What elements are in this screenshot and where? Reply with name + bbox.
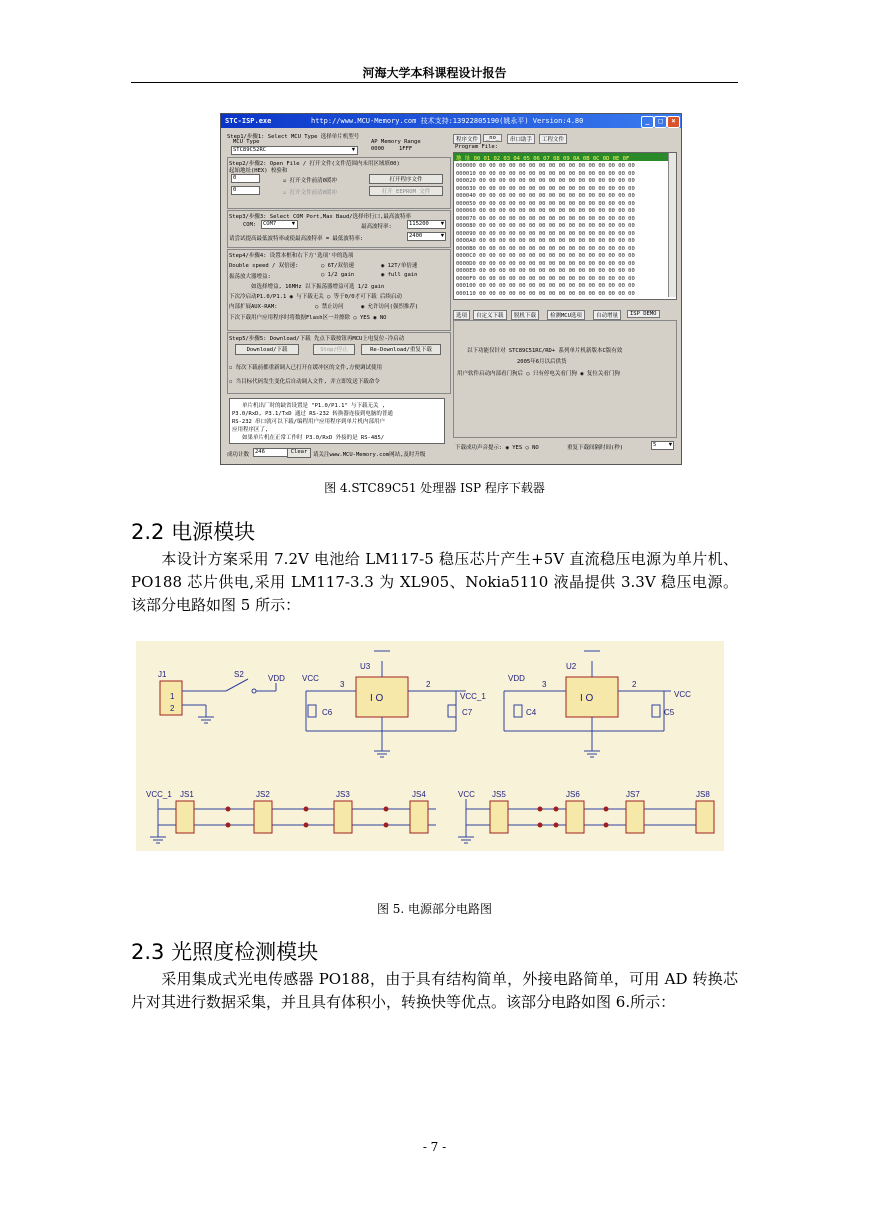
label-vcc-bottom: VCC (458, 790, 475, 799)
hex-row: 000090 00 00 00 00 00 00 00 00 00 00 00 00 00 00 00 00 (456, 230, 635, 237)
count-label: 成功计数 (227, 452, 250, 458)
label-vcc1-bottom: VCC_1 (146, 790, 172, 799)
hex-row: 000100 00 00 00 00 00 00 00 00 00 00 00 00 00 00 00 00 (456, 283, 635, 289)
osc-gain-label: 振荡放大器增益: (229, 274, 271, 280)
aux-ram-label: 内部扩展AUX-RAM: (229, 304, 278, 310)
label-u2-io: I O (580, 693, 594, 704)
tab-auto-increment[interactable]: 自动增量 (593, 310, 621, 320)
label-j1: J1 (158, 670, 167, 679)
section-2-3-paragraph (131, 968, 738, 1014)
open-file-checkbox[interactable]: ☑ 打开文件前清0缓冲 (283, 178, 337, 184)
open-file-button[interactable]: 打开程序文件 (369, 174, 443, 184)
hex-scrollbar[interactable] (668, 153, 676, 297)
hex-row: 0000A0 00 00 00 00 00 00 00 00 00 00 00 00 00 00 00 00 (456, 238, 635, 244)
tab-serial-helper[interactable]: 串口助手 (507, 134, 535, 144)
log-area[interactable] (229, 398, 445, 444)
min-baud-select[interactable] (407, 232, 446, 241)
label-u3-pin3: 3 (340, 680, 345, 689)
maximize-icon[interactable]: □ (654, 116, 667, 128)
label-js5: JS5 (492, 790, 506, 799)
hex-row: 000080 00 00 00 00 00 00 00 00 00 00 00 00 00 00 00 00 (456, 223, 635, 229)
start-addr-label: 起始地址(HEX) 校验和 (229, 168, 288, 174)
step4-label: Step4/步骤4: 设置本框和右下方'选项'中的选项 (229, 253, 354, 259)
label-vcc: VCC (302, 674, 319, 683)
sound-label[interactable]: 下载成功声音提示: ◉ YES ○ NO (455, 445, 539, 451)
max-baud-label: 最高波特率: (361, 224, 392, 230)
double-speed-label: Double speed / 双倍速: (229, 263, 299, 269)
program-file-label: Program File: (455, 144, 499, 150)
log-line: P3.0/RxD, P3.1/TxD 通过 RS-232 转换器连接到电脑的普通 (232, 411, 393, 417)
clear-button[interactable]: Clear (287, 448, 311, 458)
chevron-down-icon: ▼ (440, 233, 444, 239)
options-panel (453, 320, 677, 438)
chevron-down-icon: ▼ (668, 442, 672, 448)
circuit-svg (136, 641, 724, 851)
page-header: 河海大学本科课程设计报告 (362, 66, 507, 80)
p1-note: 下次冷启动P1.0/P1.1 ◉ 与下载无关 ○ 等于0/0才可下载 后续启动 (229, 294, 402, 300)
section-2-2-text: 本设计方案采用 7.2V 电池给 LM117-5 稳压芯片产生+5V 直流稳压电源为单片机、PO188 芯片供电,采用 LM117-3.3 为 XL905、Nokia5110 液晶提供 3.3V 稳压电源。该部分电路如图 5 所示： (131, 550, 738, 614)
hex-header-text: 地 址 00 01 02 03 04 05 06 07 08 09 0A 0B 0C 0D 0E 0F (456, 156, 630, 162)
hex-row: 0000D0 00 00 00 00 00 00 00 00 00 00 00 00 00 00 00 00 (456, 260, 635, 267)
isp-title: STC-ISP.exe (225, 117, 272, 125)
label-u3-io: I O (370, 693, 384, 704)
mcu-type-select[interactable] (231, 146, 358, 155)
max-baud-value: 115200 (409, 221, 429, 227)
isp-titlebar (221, 114, 681, 128)
open-eeprom-checkbox[interactable]: ☑ 打开文件前清0缓冲 (283, 190, 337, 196)
range-to: 1FFF (399, 146, 413, 152)
hex-row: 000070 00 00 00 00 00 00 00 00 00 00 00 00 00 00 00 00 (456, 215, 635, 222)
step1-label: Step1/步骤1: Select MCU Type 选择单片机型号 (227, 134, 360, 140)
label-u2: U2 (566, 662, 577, 671)
radio-half-gain-label: 1/2 gain (327, 272, 355, 278)
hex-row: 000020 00 00 00 00 00 00 00 00 00 00 00 00 00 00 00 00 (456, 178, 635, 184)
radio-full-gain-label: full gain (387, 272, 418, 278)
open-eeprom-button[interactable]: 打开 EEPROM 文件 (369, 186, 443, 196)
radio-allow-label: 允许访问(强烈推荐) (367, 304, 419, 310)
label-js3: JS3 (336, 790, 350, 799)
tab-custom-download[interactable]: 自定义下载 (473, 310, 507, 320)
hex-row: 000110 00 00 00 00 00 00 00 00 00 00 00 00 00 00 00 00 (456, 290, 635, 297)
label-js4: JS4 (412, 790, 426, 799)
label-s2: S2 (234, 670, 244, 679)
section-2-2-title: 2.2 电源模块 (131, 520, 256, 544)
label-c6: C6 (322, 708, 333, 717)
close-icon[interactable]: × (667, 116, 680, 128)
label-c4: C4 (526, 708, 537, 717)
label-u2-pin2: 2 (632, 680, 637, 689)
hex-row: 000030 00 00 00 00 00 00 00 00 00 00 00 00 00 00 00 00 (456, 185, 635, 192)
auto-checkbox-label: 当目标代码发生变化后自动调入文件, 并立即发送下载命令 (235, 379, 380, 385)
hex-row: 000040 00 00 00 00 00 00 00 00 00 00 00 00 00 00 00 00 (456, 193, 635, 199)
gain-note: 如选择增益, 16MHz 以下振荡器增益可选 1/2 gain (251, 284, 385, 290)
interval-value: 5 (653, 442, 657, 448)
section-2-3-text: 采用集成式光电传感器 PO188，由于具有结构简单，外接电路简单，可用 AD 转换芯片对其进行数据采集，并且具有体积小，转换快等优点。该部分电路如图 6.所示： (131, 970, 738, 1011)
log-line: RS-232 串口就可以下载/编程用户应用程序到单片机内部用户 (232, 419, 385, 425)
reload-checkbox-label: 每次下载前都重新调入已打开在缓冲区的文件,方便调试使用 (235, 365, 382, 371)
tab-offline-download[interactable]: 脱机下载 (511, 310, 539, 320)
hex-header (454, 153, 676, 161)
tab-program-file[interactable]: 程序文件 (453, 134, 481, 144)
min-baud-hint: 请尝试提高最低波特率或使最高波特率 = 最低波特率: (229, 236, 364, 242)
max-baud-select[interactable] (407, 220, 446, 229)
stop-button[interactable]: Stop/停止 (313, 344, 355, 355)
hex-row: 0000B0 00 00 00 00 00 00 00 00 00 00 00 00 00 00 00 00 (456, 245, 635, 252)
com-select[interactable] (261, 220, 298, 229)
radio-forbid-label: 禁止访问 (321, 304, 344, 310)
header-rule (131, 82, 738, 83)
hex-row: 000000 00 00 00 00 00 00 00 00 00 00 00 00 00 00 00 00 (456, 163, 635, 169)
tab-no[interactable]: _no_ (483, 134, 502, 142)
com-label: COM: (243, 222, 257, 228)
chevron-down-icon: ▼ (291, 221, 295, 227)
label-js1: JS1 (180, 790, 194, 799)
min-baud-value: 2400 (409, 233, 423, 239)
radio-half-gain[interactable]: ○ 1/2 gain (321, 272, 355, 278)
hex-view[interactable] (453, 152, 677, 300)
options-line-3: 用户软件启动内部看门狗后 ○ 只有停电关看门狗 ◉ 复位关看门狗 (457, 371, 620, 377)
mcu-type-value: STC89C52RC (233, 147, 267, 153)
label-c5: C5 (664, 708, 675, 717)
hex-row: 0000C0 00 00 00 00 00 00 00 00 00 00 00 00 00 00 00 00 (456, 253, 635, 259)
interval-select[interactable] (651, 441, 674, 450)
section-2-2-paragraph (131, 548, 738, 617)
figure-4-caption: 图 4.STC89C51 处理器 ISP 程序下载器 (324, 481, 545, 495)
radio-forbid[interactable]: ○ 禁止访问 (315, 304, 344, 310)
hex-row: 000060 00 00 00 00 00 00 00 00 00 00 00 00 00 00 00 00 (456, 208, 635, 214)
tab-project-file[interactable]: 工程文件 (539, 134, 567, 144)
tab-check-mcu[interactable]: 检测MCU选项 (547, 310, 585, 320)
radio-12t-label: 12T/单倍速 (387, 263, 418, 269)
isp-title-url: http://www.MCU-Memory.com 技术支持:13922805190(姚永平) Version:4.80 (311, 117, 584, 125)
download-button[interactable]: Download/下载 (235, 344, 299, 355)
tab-isp-demo[interactable]: ISP DEMO (627, 310, 660, 318)
options-line-2: 2005年6月以后供货 (517, 359, 567, 365)
label-u2-pin3: 3 (542, 680, 547, 689)
start-addr-field[interactable]: 0 (231, 174, 260, 183)
page-number: - 7 - (422, 1140, 447, 1154)
isp-window (220, 113, 682, 465)
com-value: COM7 (263, 221, 277, 227)
auto-checkbox[interactable]: ☐ 当目标代码发生变化后自动调入文件, 并立即发送下载命令 (229, 379, 380, 385)
eeprom-addr-field[interactable]: 0 (231, 186, 260, 195)
label-vdd-2: VDD (508, 674, 525, 683)
radio-6t-label: 6T/双倍速 (327, 263, 355, 269)
label-js8: JS8 (696, 790, 710, 799)
tab-options[interactable]: 选项 (453, 310, 470, 320)
hex-row: 0000E0 00 00 00 00 00 00 00 00 00 00 00 00 00 00 00 00 (456, 268, 635, 274)
hex-row: 0000F0 00 00 00 00 00 00 00 00 00 00 00 00 00 00 00 00 (456, 275, 635, 282)
label-j1-pin2: 2 (170, 704, 175, 713)
label-vdd: VDD (268, 674, 285, 683)
count-value: 246 (253, 448, 294, 457)
radio-full-gain[interactable]: ◉ full gain (381, 272, 418, 278)
radio-12t[interactable]: ◉ 12T/单倍速 (381, 263, 418, 269)
hex-row: 000050 00 00 00 00 00 00 00 00 00 00 00 00 00 00 00 00 (456, 200, 635, 207)
interval-label: 重复下载间隔时间(秒) (567, 445, 624, 451)
mcu-type-label: MCU Type (233, 139, 260, 145)
label-c7: C7 (462, 708, 473, 717)
footer-link[interactable]: 请关注www.MCU-Memory.com网站,及时升级 (313, 452, 426, 458)
radio-allow[interactable]: ◉ 允许访问(强烈推荐) (361, 304, 419, 310)
step2-label: Step2/步骤2: Open File / 打开文件(文件范围内未用区域填00) (229, 161, 400, 167)
label-u3: U3 (360, 662, 371, 671)
label-vcc1-top: VCC_1 (460, 692, 486, 701)
label-js7: JS7 (626, 790, 640, 799)
label-vcc-right: VCC (674, 690, 691, 699)
hex-row: 000010 00 00 00 00 00 00 00 00 00 00 00 00 00 00 00 00 (456, 170, 635, 177)
label-js6: JS6 (566, 790, 580, 799)
reload-checkbox[interactable]: ☐ 每次下载前都重新调入已打开在缓冲区的文件,方便调试使用 (229, 365, 382, 371)
log-line: 应用程序区了, (232, 427, 269, 433)
options-line-1: 以下功能仅针对 STC89C51RC/RD+ 系列单片机新版本C版有效 (467, 348, 623, 354)
range-from: 0000 (371, 146, 385, 152)
step5-label: Step5/步骤5: Download/下载 先点下载按钮再MCU上电复位-冷启动 (229, 336, 405, 342)
label-u3-pin2: 2 (426, 680, 431, 689)
step3-label: Step3/步骤3: Select COM Port,Max Baud/选择串行口,最高波特率 (229, 214, 411, 220)
flash-note: 下次下载用户应用程序时将数据Flash区一并擦除 ○ YES ◉ NO (229, 315, 387, 321)
chevron-down-icon: ▼ (351, 147, 355, 153)
label-js2: JS2 (256, 790, 270, 799)
label-j1-pin1: 1 (170, 692, 175, 701)
log-line: 如果单片机在正常工作时 P3.0/RxD 外接的是 RS-485/ (242, 435, 385, 441)
log-line: 单片机出厂时的缺省设置是 "P1.0/P1.1" 与下载无关 , (242, 403, 386, 409)
radio-6t[interactable]: ○ 6T/双倍速 (321, 263, 355, 269)
redownload-button[interactable]: Re-Download/重复下载 (361, 344, 441, 355)
chevron-down-icon: ▼ (440, 221, 444, 227)
power-circuit-diagram (136, 641, 724, 851)
figure-5-caption: 图 5. 电源部分电路图 (376, 902, 493, 916)
section-2-3-title: 2.3 光照度检测模块 (131, 940, 319, 964)
open-file-checkbox-label: 打开文件前清0缓冲 (289, 178, 337, 184)
open-eeprom-checkbox-label: 打开文件前清0缓冲 (289, 190, 337, 196)
ap-range-label: AP Memory Range (371, 139, 421, 145)
minimize-icon[interactable]: _ (641, 116, 654, 128)
